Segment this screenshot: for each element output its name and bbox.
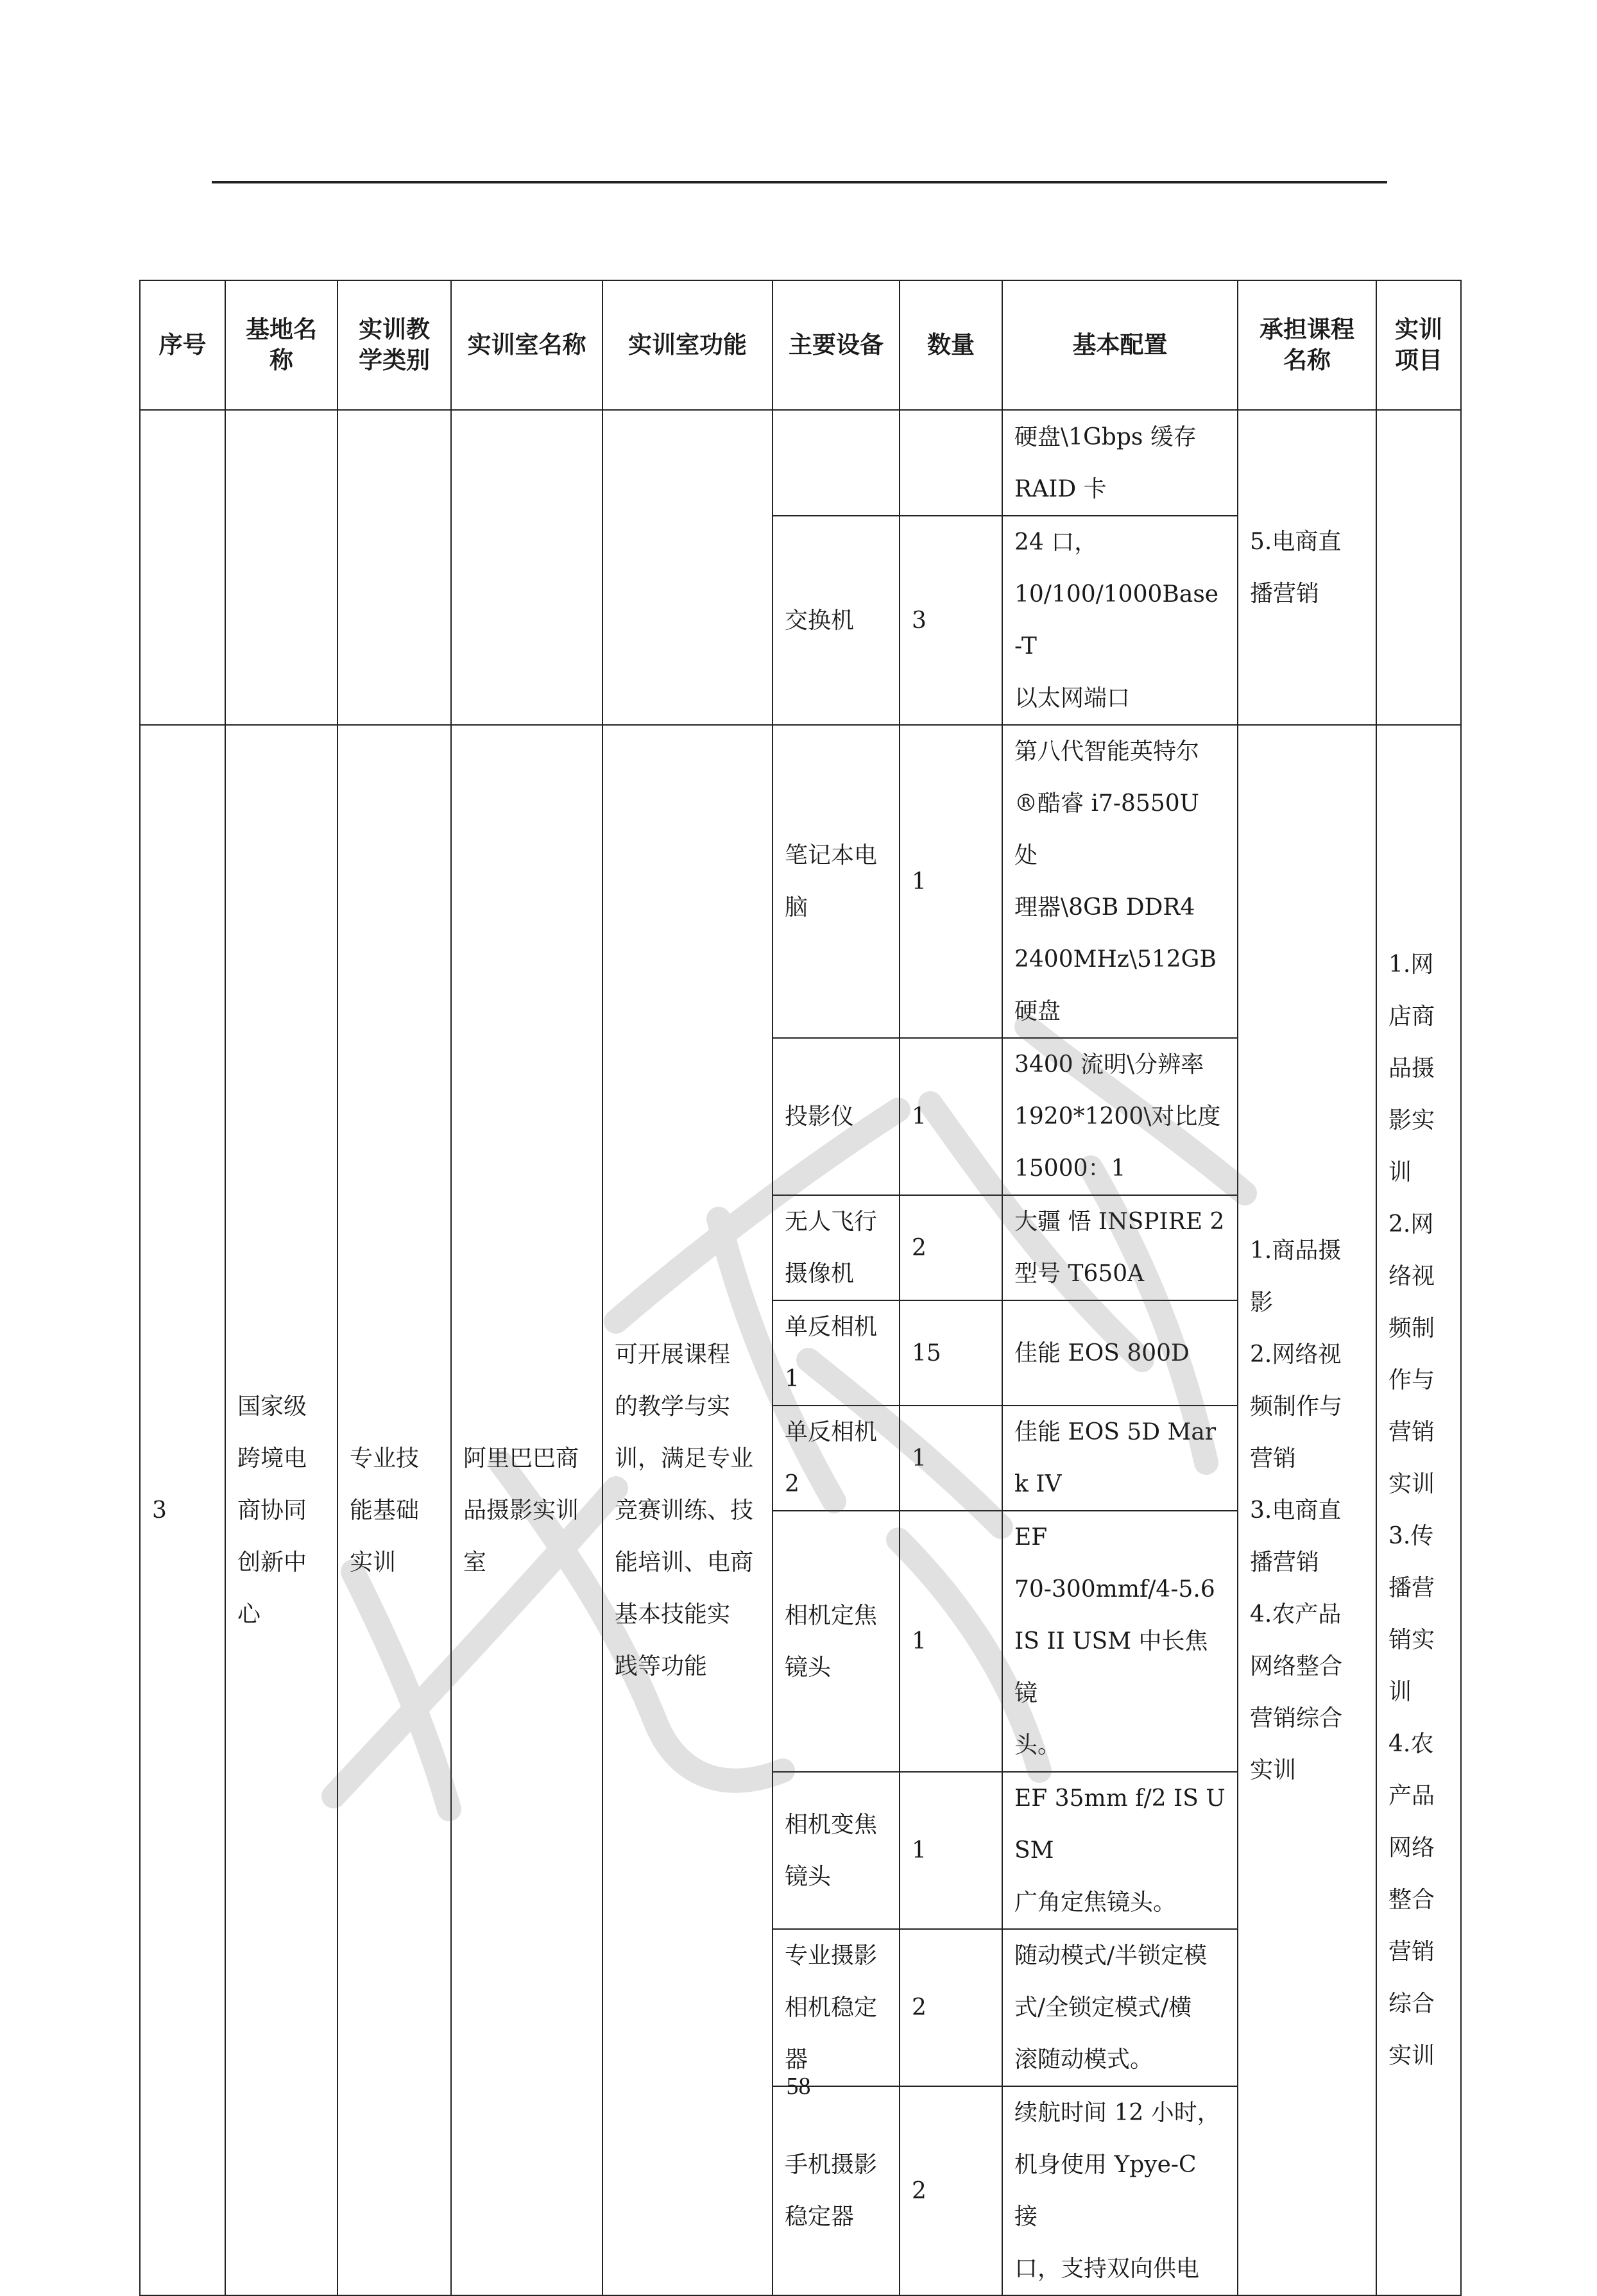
table-row — [140, 725, 1461, 1038]
project-text: 1.网 店商 品摄 影实 训 2.网 络视 频制 作与 营销 实训 3.传 播营 销实 训 4.农 产品 网络 整合 营销 综合 实训 — [1388, 951, 1435, 2069]
config-text: 硬盘\1Gbps 缓存 RAID 卡 — [1014, 423, 1197, 502]
device-qty: 3 — [912, 607, 927, 634]
header-qty: 数量 — [900, 280, 1002, 410]
header-category: 实训教学类别 — [337, 280, 451, 410]
config-text: 24 口， 10/100/1000Base-T 以太网端口 — [1014, 529, 1219, 711]
header-config: 基本配置 — [1002, 280, 1238, 410]
device-qty: 2 — [912, 2177, 927, 2204]
course-text: 5.电商直 播营销 — [1250, 528, 1342, 607]
device-name: 相机定焦 镜头 — [785, 1602, 878, 1681]
device-qty: 1 — [912, 1445, 927, 1472]
table-row — [140, 410, 1461, 516]
seq-number: 3 — [152, 1497, 167, 1524]
config-text: 随动模式/半锁定模 式/全锁定模式/横 滚随动模式。 — [1014, 1943, 1208, 2073]
header-device: 主要设备 — [773, 280, 900, 410]
room-function: 可开展课程 的教学与实 训，满足专业 竞赛训练、技 能培训、电商 基本技能实 践等功能 — [615, 1341, 754, 1679]
device-qty: 1 — [912, 868, 927, 895]
config-text: 佳能 EOS 800D — [1014, 1339, 1190, 1366]
device-name: 投影仪 — [785, 1103, 855, 1130]
device-name: 笔记本电 脑 — [785, 842, 878, 921]
equipment-table — [139, 280, 1462, 2296]
config-text: EF 70-300mmf/4-5.6 IS II USM 中长焦镜 头。 — [1014, 1524, 1215, 1758]
device-qty: 1 — [912, 1628, 927, 1654]
cell-config — [1002, 410, 1238, 516]
device-qty: 2 — [912, 1234, 927, 1261]
table-header-row — [140, 280, 1461, 410]
config-text: 3400 流明\分辨率 1920*1200\对比度 15000：1 — [1014, 1051, 1221, 1182]
device-qty: 1 — [912, 1103, 927, 1130]
config-text: 续航时间 12 小时， 机身使用 Ypye-C 接 口，支持双向供电 — [1014, 2100, 1220, 2282]
config-text: 大疆 悟 INSPIRE 2 型号 T650A — [1014, 1209, 1225, 1287]
device-name: 单反相机 1 — [785, 1314, 878, 1392]
device-qty: 1 — [912, 1837, 927, 1864]
device-name: 手机摄影 稳定器 — [785, 2152, 878, 2230]
header-rule — [212, 181, 1387, 183]
course-text: 1.商品摄 影 2.网络视 频制作与 营销 3.电商直 播营销 4.农产品 网络整合 营销综合 实训 — [1250, 1237, 1343, 1783]
device-name: 无人飞行 摄像机 — [785, 1209, 878, 1287]
training-category: 专业技 能基础 实训 — [350, 1445, 420, 1576]
page-number: 58 — [786, 2073, 811, 2100]
header-course: 承担课程名称 — [1238, 280, 1376, 410]
base-name: 国家级 跨境电 商协同 创新中 心 — [237, 1393, 307, 1628]
room-name: 阿里巴巴商 品摄影实训 室 — [463, 1445, 579, 1576]
config-text: 佳能 EOS 5D Mark IV — [1014, 1419, 1217, 1497]
header-project: 实训项目 — [1376, 280, 1461, 410]
device-name: 交换机 — [785, 607, 855, 634]
header-base: 基地名称 — [225, 280, 337, 410]
header-seq: 序号 — [140, 280, 225, 410]
config-text: 第八代智能英特尔 ®酷睿 i7-8550U 处 理器\8GB DDR4 2400MHz\512GB 硬盘 — [1014, 738, 1217, 1025]
device-name: 相机变焦 镜头 — [785, 1811, 878, 1890]
device-name: 专业摄影 相机稳定 器 — [785, 1943, 878, 2073]
header-function: 实训室功能 — [602, 280, 773, 410]
config-text: EF 35mm f/2 IS USM 广角定焦镜头。 — [1014, 1785, 1226, 1916]
device-name: 单反相机 2 — [785, 1419, 878, 1497]
device-qty: 2 — [912, 1994, 927, 2021]
device-qty: 15 — [912, 1339, 941, 1366]
header-room: 实训室名称 — [451, 280, 602, 410]
